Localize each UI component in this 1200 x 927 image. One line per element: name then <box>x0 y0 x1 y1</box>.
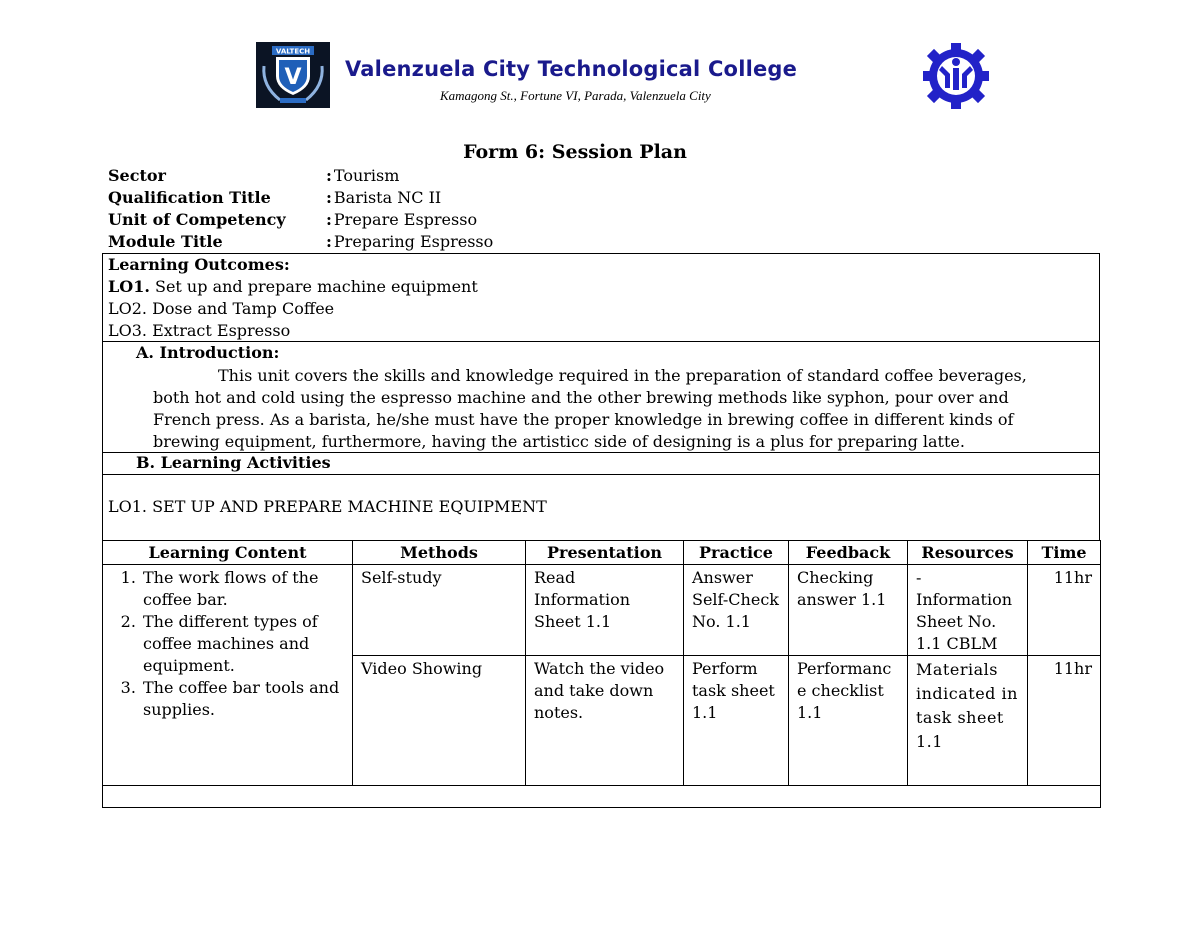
presentation-cell: Watch the video and take down notes. <box>526 656 684 786</box>
introduction-line-1: This unit covers the skills and knowledge required in the preparation of standard coffee beverages, <box>218 366 1027 385</box>
college-address: Kamagong St., Fortune VI, Parada, Valenzuela City <box>440 88 711 103</box>
introduction-line-2: both hot and cold using the espresso machine and the other brewing methods like syphon, pour over and <box>153 388 1009 407</box>
feedback-cell: Checking answer 1.1 <box>789 565 908 656</box>
header-resources: Resources <box>908 541 1028 565</box>
lo3-line: LO3. Extract Espresso <box>108 321 291 340</box>
lo1-line: LO1. Set up and prepare machine equipment <box>108 277 478 296</box>
activities-heading: B. Learning Activities <box>136 453 331 472</box>
list-item: 2. The different types of coffee machines and equipment. <box>141 611 344 677</box>
time-cell: 11hr <box>1028 565 1101 656</box>
method-cell: Video Showing <box>353 656 526 786</box>
header-time: Time <box>1028 541 1101 565</box>
header-methods: Methods <box>353 541 526 565</box>
resources-cell: - Information Sheet No. 1.1 CBLM <box>908 565 1028 656</box>
feedback-cell: Performance checklist 1.1 <box>789 656 908 786</box>
qualification-value: : Barista NC II <box>326 188 442 207</box>
method-cell: Self-study <box>353 565 526 656</box>
valtech-logo <box>256 42 330 108</box>
list-item: 1. The work flows of the coffee bar. <box>141 567 344 611</box>
introduction-line-3: French press. As a barista, he/she must have the proper knowledge in brewing coffee in different kinds of <box>153 410 1014 429</box>
learning-content-list <box>111 567 344 721</box>
practice-cell: Answer Self-Check No. 1.1 <box>684 565 789 656</box>
module-label: Module Title <box>108 232 223 251</box>
qualification-label: Qualification Title <box>108 188 271 207</box>
unit-value: : Prepare Espresso <box>326 210 478 229</box>
resources-cell: Materials indicated in task sheet 1.1 <box>908 656 1028 786</box>
lo2-line: LO2. Dose and Tamp Coffee <box>108 299 335 318</box>
college-name: Valenzuela City Technological College <box>345 57 798 81</box>
table-header-row <box>103 541 1101 565</box>
introduction-line-4: brewing equipment, furthermore, having the artisticc side of designing is a plus for preparing latte. <box>153 432 965 451</box>
header-practice: Practice <box>684 541 789 565</box>
table-row <box>103 565 1101 656</box>
sector-value: : Tourism <box>326 166 400 185</box>
unit-label: Unit of Competency <box>108 210 286 229</box>
tesda-gear-logo <box>916 40 996 112</box>
table-empty-row <box>103 786 1101 808</box>
module-value: : Preparing Espresso <box>326 232 494 251</box>
empty-cell <box>103 786 1101 808</box>
logo-caption: VALTECH <box>275 47 311 56</box>
header-feedback: Feedback <box>789 541 908 565</box>
form-title: Form 6: Session Plan <box>463 141 687 163</box>
list-item: 3. The coffee bar tools and supplies. <box>141 677 344 721</box>
lo-section-heading: LO1. SET UP AND PREPARE MACHINE EQUIPMENT <box>108 497 547 516</box>
presentation-cell: Read Information Sheet 1.1 <box>526 565 684 656</box>
practice-cell: Perform task sheet 1.1 <box>684 656 789 786</box>
time-cell: 11hr <box>1028 656 1101 786</box>
session-plan-table <box>102 540 1101 808</box>
sector-label: Sector <box>108 166 166 185</box>
introduction-heading: A. Introduction: <box>136 343 280 362</box>
logo-letter: V <box>284 65 302 90</box>
document-header <box>0 0 1200 120</box>
header-learning-content: Learning Content <box>103 541 353 565</box>
learning-outcomes-heading: Learning Outcomes: <box>108 255 290 274</box>
learning-content-cell <box>103 565 353 786</box>
header-presentation: Presentation <box>526 541 684 565</box>
